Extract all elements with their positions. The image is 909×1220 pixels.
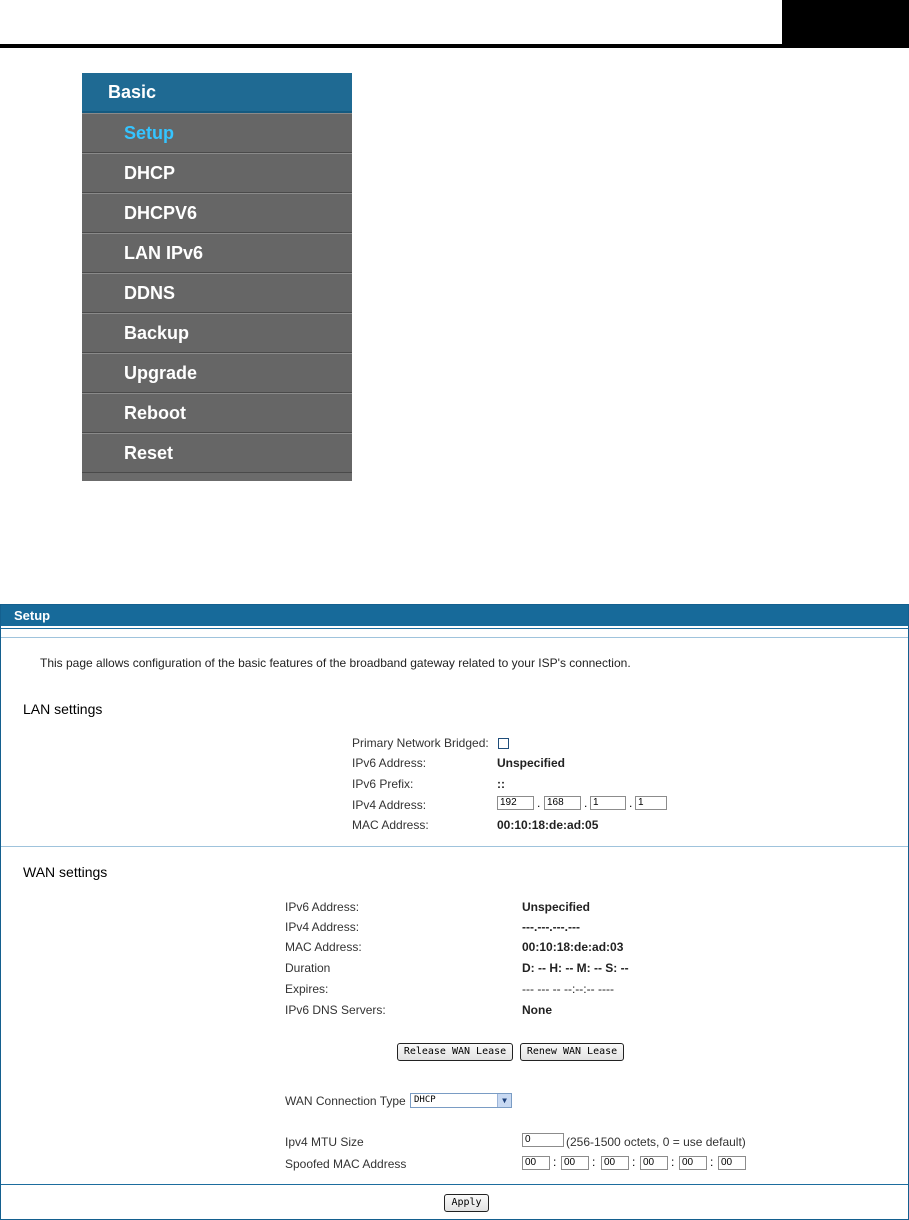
menu-header-basic[interactable]: Basic bbox=[82, 73, 352, 113]
setup-panel bbox=[0, 604, 909, 1220]
ipv4-dot: . bbox=[629, 796, 633, 810]
apply-button[interactable]: Apply bbox=[444, 1194, 489, 1212]
lan-ipv4-octet-1[interactable]: 192 bbox=[497, 796, 534, 810]
lan-ipv4-address-label: IPv4 Address: bbox=[352, 798, 427, 812]
menu-item-ddns[interactable]: DDNS bbox=[82, 273, 352, 313]
chevron-down-icon[interactable]: ▼ bbox=[497, 1094, 511, 1107]
mac-separator: : bbox=[553, 1155, 557, 1169]
mtu-size-label: Ipv4 MTU Size bbox=[285, 1135, 364, 1149]
wan-ipv4-address-label: IPv4 Address: bbox=[285, 920, 360, 934]
menu-item-dhcp[interactable]: DHCP bbox=[82, 153, 352, 193]
release-wan-lease-button[interactable]: Release WAN Lease bbox=[397, 1043, 513, 1061]
lan-mac-address-value: 00:10:18:de:ad:05 bbox=[497, 818, 599, 832]
lan-mac-address-label: MAC Address: bbox=[352, 818, 429, 832]
title-underline bbox=[1, 628, 908, 629]
mac-separator: : bbox=[632, 1155, 636, 1169]
mac-separator: : bbox=[592, 1155, 596, 1169]
sidebar-menu bbox=[82, 73, 352, 481]
header-black-box bbox=[782, 0, 909, 46]
ipv4-dot: . bbox=[584, 796, 588, 810]
menu-item-backup[interactable]: Backup bbox=[82, 313, 352, 353]
wan-duration-label: Duration bbox=[285, 961, 331, 975]
spoofed-mac-octet-3[interactable]: 00 bbox=[601, 1156, 629, 1170]
menu-item-upgrade[interactable]: Upgrade bbox=[82, 353, 352, 393]
lan-settings-heading: LAN settings bbox=[23, 701, 103, 717]
menu-item-lan-ipv6[interactable]: LAN IPv6 bbox=[82, 233, 352, 273]
spoofed-mac-octet-1[interactable]: 00 bbox=[522, 1156, 550, 1170]
ipv4-dot: . bbox=[537, 796, 541, 810]
wan-settings-heading: WAN settings bbox=[23, 864, 108, 880]
mtu-size-input[interactable]: 0 bbox=[522, 1133, 564, 1147]
wan-mac-address-label: MAC Address: bbox=[285, 940, 362, 954]
renew-wan-lease-button[interactable]: Renew WAN Lease bbox=[520, 1043, 624, 1061]
wan-ipv6-address-label: IPv6 Address: bbox=[285, 900, 360, 914]
lan-wan-divider bbox=[1, 846, 908, 847]
mac-separator: : bbox=[671, 1155, 675, 1169]
lan-ipv4-octet-4[interactable]: 1 bbox=[635, 796, 667, 810]
menu-item-reset[interactable]: Reset bbox=[82, 433, 352, 473]
lan-ipv4-octet-3[interactable]: 1 bbox=[590, 796, 626, 810]
lan-ipv6-prefix-label: IPv6 Prefix: bbox=[352, 777, 414, 791]
spoofed-mac-octet-4[interactable]: 00 bbox=[640, 1156, 668, 1170]
mac-separator: : bbox=[710, 1155, 714, 1169]
wan-connection-type-value: DHCP bbox=[414, 1095, 436, 1105]
lan-ipv6-address-label: IPv6 Address: bbox=[352, 756, 427, 770]
wan-duration-value: D: -- H: -- M: -- S: -- bbox=[522, 961, 629, 975]
wan-dns-label: IPv6 DNS Servers: bbox=[285, 1003, 386, 1017]
header-rule bbox=[0, 44, 909, 48]
spoofed-mac-octet-6[interactable]: 00 bbox=[718, 1156, 746, 1170]
menu-item-setup[interactable]: Setup bbox=[82, 113, 352, 153]
menu-item-reboot[interactable]: Reboot bbox=[82, 393, 352, 433]
wan-mac-address-value: 00:10:18:de:ad:03 bbox=[522, 940, 624, 954]
primary-bridged-checkbox[interactable] bbox=[498, 738, 509, 749]
spoofed-mac-octet-5[interactable]: 00 bbox=[679, 1156, 707, 1170]
menu-item-dhcpv6[interactable]: DHCPV6 bbox=[82, 193, 352, 233]
lan-ipv4-octet-2[interactable]: 168 bbox=[544, 796, 581, 810]
footer-divider bbox=[1, 1184, 908, 1185]
title-divider bbox=[1, 637, 908, 638]
wan-ipv4-address-value: ---.---.---.--- bbox=[522, 920, 580, 934]
panel-title: Setup bbox=[1, 605, 908, 628]
lan-ipv6-prefix-value: :: bbox=[497, 777, 505, 791]
mtu-size-hint: (256-1500 octets, 0 = use default) bbox=[566, 1135, 746, 1149]
spoofed-mac-octet-2[interactable]: 00 bbox=[561, 1156, 589, 1170]
page-description: This page allows configuration of the basic features of the broadband gateway related to your ISP's connection. bbox=[40, 656, 631, 670]
wan-connection-type-label: WAN Connection Type bbox=[285, 1094, 406, 1108]
wan-expires-label: Expires: bbox=[285, 982, 329, 996]
wan-expires-value: --- --- -- --:--:-- ---- bbox=[522, 982, 614, 996]
spoofed-mac-label: Spoofed MAC Address bbox=[285, 1157, 407, 1171]
primary-bridged-label: Primary Network Bridged: bbox=[352, 736, 489, 750]
lan-ipv6-address-value: Unspecified bbox=[497, 756, 566, 770]
wan-ipv6-address-value: Unspecified bbox=[522, 900, 591, 914]
wan-connection-type-select[interactable] bbox=[410, 1093, 512, 1108]
wan-dns-value: None bbox=[522, 1003, 552, 1017]
